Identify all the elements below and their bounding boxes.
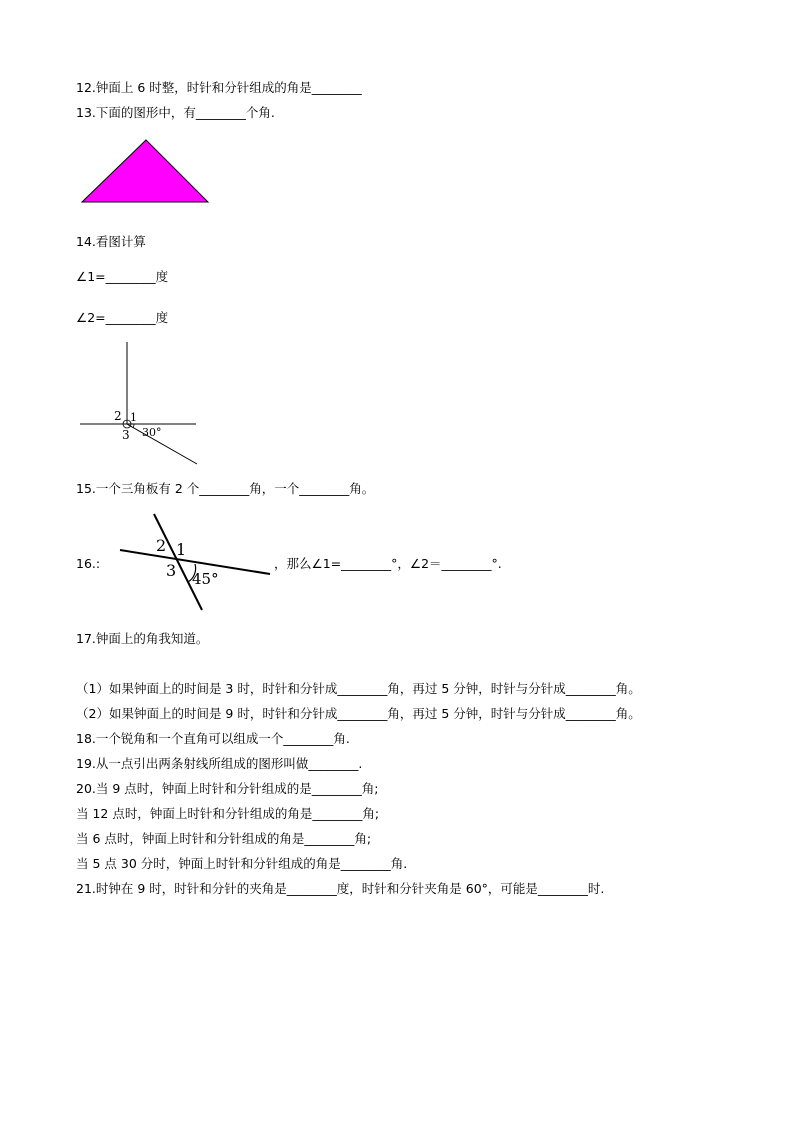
question-20-line3: 当 6 点时，钟面上时针和分针组成的角是________角; bbox=[76, 831, 372, 846]
question-15: 15.一个三角板有 2 个________角，一个________角。 bbox=[76, 481, 375, 496]
label-30-deg: 30° bbox=[142, 426, 162, 439]
question-16-prefix: 16.: bbox=[76, 556, 101, 571]
question-14-angle2: ∠2=________度 bbox=[76, 310, 169, 325]
question-21: 21.时钟在 9 时，时针和分针的夹角是________度，时针和分针夹角是 60°，可能是________时. bbox=[76, 881, 605, 896]
label-1: 1 bbox=[176, 540, 187, 559]
triangle-figure bbox=[80, 138, 210, 204]
label-3: 3 bbox=[166, 561, 177, 580]
question-17-title: 17.钟面上的角我知道。 bbox=[76, 631, 209, 646]
question-20-line2: 当 12 点时，钟面上时针和分针组成的角是________角; bbox=[76, 806, 380, 821]
label-3: 3 bbox=[122, 428, 130, 442]
question-13: 13.下面的图形中，有________个角. bbox=[76, 105, 275, 120]
question-17-part2: （2）如果钟面上的时间是 9 时，时针和分针成________角，再过 5 分钟，时针与分针成________角。 bbox=[76, 706, 641, 721]
question-17-part1: （1）如果钟面上的时间是 3 时，时针和分针成________角，再过 5 分钟，时针与分针成________角。 bbox=[76, 681, 641, 696]
question-19: 19.从一点引出两条射线所组成的图形叫做________. bbox=[76, 756, 363, 771]
magenta-triangle bbox=[82, 140, 208, 202]
question-20-line1: 20.当 9 点时，钟面上时针和分针组成的是________角; bbox=[76, 781, 379, 796]
question-12: 12.钟面上 6 时整，时针和分针组成的角是________ bbox=[76, 80, 362, 95]
question-14-angle1: ∠1=________度 bbox=[76, 269, 169, 284]
question-16-suffix: ，那么∠1=________°，∠2＝________°. bbox=[274, 556, 502, 571]
question-20-line4: 当 5 点 30 分时，钟面上时针和分针组成的角是________角. bbox=[76, 856, 408, 871]
question-18: 18.一个锐角和一个直角可以组成一个________角. bbox=[76, 731, 350, 746]
angle-figure-16 bbox=[118, 512, 274, 614]
question-14-title: 14.看图计算 bbox=[76, 234, 146, 249]
angle-figure-14 bbox=[76, 340, 201, 468]
diagonal-ray bbox=[127, 424, 197, 464]
label-1: 1 bbox=[130, 411, 137, 424]
label-45-deg: 45° bbox=[192, 570, 219, 588]
label-2: 2 bbox=[114, 409, 122, 423]
label-2: 2 bbox=[156, 536, 167, 555]
